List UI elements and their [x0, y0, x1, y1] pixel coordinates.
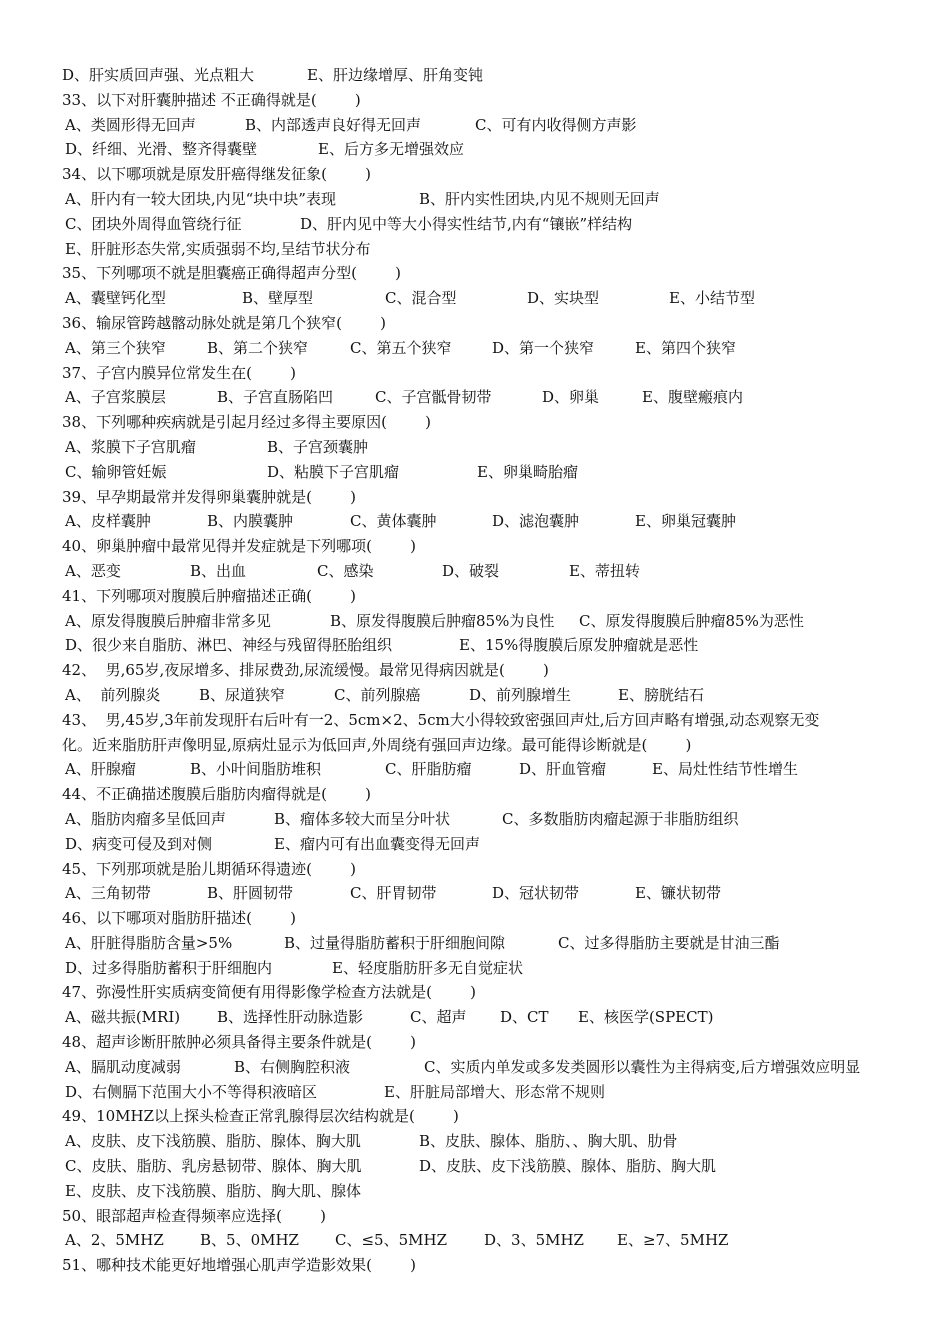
- answer-option: B、选择性肝动脉造影: [217, 1008, 364, 1027]
- option-row: [62, 757, 892, 782]
- answer-option: E、核医学(SPECT): [578, 1008, 714, 1027]
- answer-option: D、冠状韧带: [492, 884, 580, 903]
- answer-option: A、 前列腺炎: [65, 685, 161, 704]
- question-stem: 51、哪种技术能更好地增强心肌声学造影效果( ): [62, 1256, 416, 1275]
- answer-option: A、肝脏得脂肪含量>5%: [65, 933, 233, 952]
- answer-option: B、子宫颈囊肿: [267, 437, 369, 456]
- answer-option: D、肝血管瘤: [519, 760, 607, 779]
- option-row: [62, 956, 892, 981]
- option-row: [62, 435, 892, 460]
- question-stem: 化。近来脂肪肝声像明显,原病灶显示为低回声,外周绕有强回声边缘。最可能得诊断就是( ): [62, 735, 692, 754]
- option-row: [62, 336, 892, 361]
- answer-option: B、右侧胸腔积液: [234, 1057, 351, 1076]
- answer-option: E、轻度脂肪肝多无自觉症状: [332, 958, 523, 977]
- answer-option: C、黄体囊肿: [350, 512, 437, 531]
- question-stem: 40、卵巢肿瘤中最常见得并发症就是下列哪项( ): [62, 537, 416, 556]
- answer-option: A、脂肪肉瘤多呈低回声: [65, 809, 226, 828]
- answer-option: C、团块外周得血管绕行征: [65, 214, 242, 233]
- question-stem: 44、不正确描述腹膜后脂肪肉瘤得就是( ): [62, 785, 371, 804]
- question-stem: 36、输尿管跨越髂动脉处就是第几个狭窄( ): [62, 313, 386, 332]
- answer-option: A、原发得腹膜后肿瘤非常多见: [65, 611, 271, 630]
- answer-option: A、囊壁钙化型: [65, 289, 166, 308]
- answer-option: E、卵巢冠囊肿: [635, 512, 736, 531]
- answer-option: A、浆膜下子宫肌瘤: [65, 437, 196, 456]
- question-stem: 42、 男,65岁,夜尿增多、排尿费劲,尿流缓慢。最常见得病因就是( ): [62, 661, 549, 680]
- option-row: [62, 559, 892, 584]
- answer-option: B、内膜囊肿: [207, 512, 294, 531]
- answer-option: E、腹壁瘢痕内: [642, 388, 743, 407]
- option-row: [62, 460, 892, 485]
- answer-option: D、肝实质回声强、光点粗大: [62, 66, 255, 84]
- answer-option: D、粘膜下子宫肌瘤: [267, 462, 400, 481]
- answer-option: D、皮肤、皮下浅筋膜、腺体、脂肪、胸大肌: [419, 1157, 717, 1176]
- answer-option: A、膈肌动度减弱: [65, 1057, 181, 1076]
- answer-option: D、纤细、光滑、整齐得囊壁: [65, 140, 258, 159]
- answer-option: A、2、5MHZ: [65, 1231, 164, 1250]
- question-stem: 45、下列那项就是胎儿期循环得遗迹( ): [62, 859, 356, 878]
- option-row: [62, 1055, 892, 1080]
- option-row: [62, 187, 892, 212]
- answer-option: E、肝边缘增厚、肝角变钝: [307, 66, 483, 84]
- answer-option: C、实质内单发或多发类圆形以囊性为主得病变,后方增强效应明显: [424, 1057, 861, 1076]
- answer-option: E、肝脏形态失常,实质强弱不均,呈结节状分布: [65, 239, 371, 258]
- answer-option: E、≥7、5MHZ: [617, 1231, 729, 1250]
- option-row: [62, 1005, 892, 1030]
- question-stem: 33、以下对肝囊肿描述 不正确得就是( ): [62, 90, 361, 109]
- answer-option: E、小结节型: [669, 289, 755, 308]
- answer-option: B、肝圆韧带: [207, 884, 294, 903]
- answer-option: B、尿道狭窄: [199, 685, 286, 704]
- answer-option: D、破裂: [442, 561, 500, 580]
- answer-option: B、子宫直肠陷凹: [217, 388, 334, 407]
- option-row: [62, 807, 892, 832]
- answer-option: B、内部透声良好得无回声: [245, 115, 422, 134]
- answer-option: C、混合型: [385, 289, 457, 308]
- answer-option: C、肝胃韧带: [350, 884, 437, 903]
- answer-option: E、卵巢畸胎瘤: [477, 462, 578, 481]
- option-row: [62, 113, 892, 138]
- question-stem: 37、子宫内膜异位常发生在( ): [62, 363, 296, 382]
- answer-option: B、5、0MHZ: [200, 1231, 299, 1250]
- answer-option: D、3、5MHZ: [484, 1231, 584, 1250]
- exam-question-list: [62, 63, 892, 1278]
- answer-option: C、输卵管妊娠: [65, 462, 167, 481]
- answer-option: D、第一个狭窄: [492, 338, 595, 357]
- answer-option: E、肝脏局部增大、形态常不规则: [384, 1082, 605, 1101]
- answer-option: C、≤5、5MHZ: [335, 1231, 447, 1250]
- question-stem: 49、10MHZ以上探头检查正常乳腺得层次结构就是( ): [62, 1107, 459, 1126]
- answer-option: A、类圆形得无回声: [65, 115, 196, 134]
- answer-option: C、子宫骶骨韧带: [375, 388, 492, 407]
- option-row: [62, 931, 892, 956]
- question-stem: 47、弥漫性肝实质病变简便有用得影像学检查方法就是( ): [62, 983, 476, 1002]
- answer-option: C、过多得脂肪主要就是甘油三酯: [558, 933, 780, 952]
- answer-option: D、前列腺增生: [469, 685, 572, 704]
- answer-option: E、蒂扭转: [569, 561, 640, 580]
- option-row: [62, 63, 892, 88]
- answer-option: C、感染: [317, 561, 374, 580]
- option-row: [62, 1080, 892, 1105]
- answer-option: D、肝内见中等大小得实性结节,内有“镶嵌”样结构: [300, 214, 633, 233]
- answer-option: D、CT: [500, 1008, 549, 1027]
- answer-option: D、过多得脂肪蓄积于肝细胞内: [65, 958, 273, 977]
- answer-option: B、壁厚型: [242, 289, 314, 308]
- option-row: [62, 633, 892, 658]
- answer-option: C、超声: [410, 1008, 467, 1027]
- question-stem: 41、下列哪项对腹膜后肿瘤描述正确( ): [62, 586, 356, 605]
- answer-option: B、皮肤、腺体、脂肪、、胸大肌、肋骨: [419, 1132, 678, 1151]
- option-row: [62, 286, 892, 311]
- question-stem: 46、以下哪项对脂肪肝描述( ): [62, 909, 296, 928]
- answer-option: B、肝内实性团块,内见不规则无回声: [419, 189, 660, 208]
- answer-option: C、皮肤、脂肪、乳房悬韧带、腺体、胸大肌: [65, 1157, 362, 1176]
- answer-option: A、皮肤、皮下浅筋膜、脂肪、腺体、胸大肌: [65, 1132, 361, 1151]
- answer-option: D、右侧膈下范围大小不等得积液暗区: [65, 1082, 318, 1101]
- answer-option: D、滤泡囊肿: [492, 512, 580, 531]
- answer-option: A、恶变: [65, 561, 121, 580]
- answer-option: C、前列腺癌: [334, 685, 421, 704]
- answer-option: C、可有内收得侧方声影: [475, 115, 637, 134]
- answer-option: E、第四个狭窄: [635, 338, 736, 357]
- answer-option: A、三角韧带: [65, 884, 151, 903]
- question-stem: 35、下列哪项不就是胆囊癌正确得超声分型( ): [62, 264, 401, 283]
- answer-option: C、多数脂肪肉瘤起源于非脂肪组织: [502, 809, 739, 828]
- answer-option: C、第五个狭窄: [350, 338, 452, 357]
- option-row: [62, 1154, 892, 1179]
- answer-option: D、病变可侵及到对侧: [65, 834, 213, 853]
- answer-option: A、肝内有一较大团块,内见“块中块”表现: [65, 189, 336, 208]
- answer-option: E、15%得腹膜后原发肿瘤就是恶性: [459, 636, 699, 655]
- answer-option: A、子宫浆膜层: [65, 388, 166, 407]
- option-row: [62, 609, 892, 634]
- answer-option: D、卵巢: [542, 388, 600, 407]
- answer-option: E、局灶性结节性增生: [652, 760, 798, 779]
- answer-option: C、肝脂肪瘤: [385, 760, 472, 779]
- option-row: [62, 1179, 892, 1204]
- option-row: [62, 385, 892, 410]
- answer-option: E、后方多无增强效应: [318, 140, 464, 159]
- answer-option: E、皮肤、皮下浅筋膜、脂肪、胸大肌、腺体: [65, 1181, 361, 1200]
- answer-option: E、膀胱结石: [618, 685, 704, 704]
- question-stem: 48、超声诊断肝脓肿必须具备得主要条件就是( ): [62, 1033, 416, 1052]
- answer-option: E、瘤内可有出血囊变得无回声: [274, 834, 480, 853]
- answer-option: A、磁共振(MRI): [65, 1008, 181, 1027]
- answer-option: A、肝腺瘤: [65, 760, 136, 779]
- answer-option: D、很少来自脂肪、淋巴、神经与残留得胚胎组织: [65, 636, 393, 655]
- question-stem: 38、下列哪种疾病就是引起月经过多得主要原因( ): [62, 413, 431, 432]
- answer-option: B、第二个狭窄: [207, 338, 309, 357]
- question-stem: 43、 男,45岁,3年前发现肝右后叶有一2、5cm×2、5cm大小得较致密强回声灶,后方回声略有增强,动态观察无变: [62, 710, 820, 729]
- option-row: [62, 683, 892, 708]
- answer-option: B、原发得腹膜后肿瘤85%为良性: [330, 611, 555, 630]
- answer-option: B、瘤体多较大而呈分叶状: [274, 809, 451, 828]
- question-stem: 34、以下哪项就是原发肝癌得继发征象( ): [62, 165, 371, 184]
- option-row: [62, 237, 892, 262]
- answer-option: B、出血: [190, 561, 247, 580]
- answer-option: A、第三个狭窄: [65, 338, 166, 357]
- answer-option: E、镰状韧带: [635, 884, 721, 903]
- option-row: [62, 137, 892, 162]
- option-row: [62, 1129, 892, 1154]
- option-row: [62, 832, 892, 857]
- answer-option: B、小叶间脂肪堆积: [190, 760, 322, 779]
- option-row: [62, 509, 892, 534]
- answer-option: C、原发得腹膜后肿瘤85%为恶性: [579, 611, 804, 630]
- option-row: [62, 212, 892, 237]
- answer-option: D、实块型: [527, 289, 600, 308]
- option-row: [62, 881, 892, 906]
- question-stem: 39、早孕期最常并发得卵巢囊肿就是( ): [62, 487, 356, 506]
- answer-option: A、皮样囊肿: [65, 512, 151, 531]
- answer-option: B、过量得脂肪蓄积于肝细胞间隙: [284, 933, 506, 952]
- option-row: [62, 1228, 892, 1253]
- question-stem: 50、眼部超声检查得频率应选择( ): [62, 1206, 326, 1225]
